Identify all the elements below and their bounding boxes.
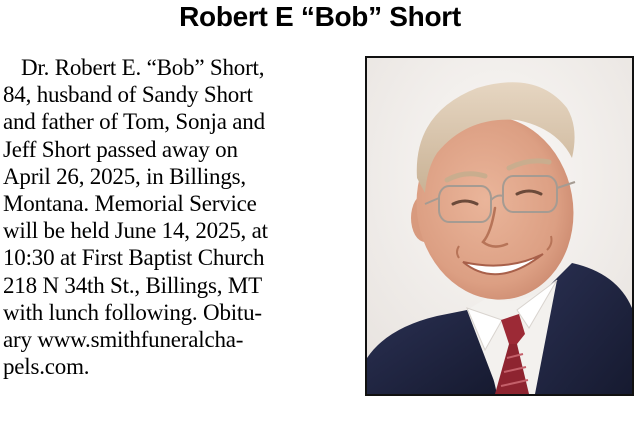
body-line: ary www.smithfuneralcha- [3,327,244,353]
body-line: 84, husband of Sandy Short [3,82,253,108]
portrait-photo [365,56,634,396]
body-line: April 26, 2025, in Billings, [3,163,246,189]
body-line: 218 N 34th St., Billings, MT [3,272,262,298]
body-line: Dr. Robert E. “Bob” Short, [21,55,265,80]
body-line: with lunch following. Obitu- [3,299,262,325]
body-line: and father of Tom, Sonja and [3,109,265,135]
portrait-illustration [367,58,632,394]
obituary-title: Robert E “Bob” Short [179,1,461,32]
body-line: Montana. Memorial Service [3,191,257,217]
body-line: pels.com. [3,354,90,380]
body-line: 10:30 at First Baptist Church [3,245,265,271]
body-line: will be held June 14, 2025, at [3,218,268,244]
body-line: Jeff Short passed away on [3,136,238,162]
obituary-body [3,54,347,380]
